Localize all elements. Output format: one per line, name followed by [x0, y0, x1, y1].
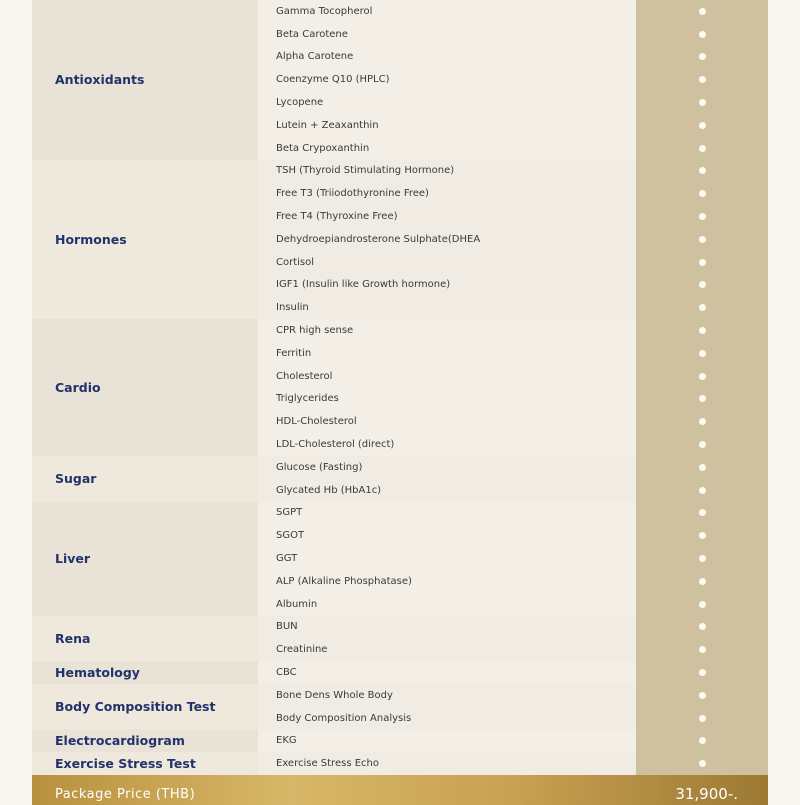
included-dot-icon	[699, 601, 706, 608]
included-dot-icon	[699, 167, 706, 174]
category-label: Electrocardiogram	[55, 733, 185, 749]
test-item: EKG	[276, 735, 297, 747]
test-item: Triglycerides	[276, 393, 339, 405]
included-marker-row	[636, 479, 768, 502]
category-label: Exercise Stress Test	[55, 756, 196, 772]
included-dot-icon	[699, 692, 706, 699]
included-dot-icon	[699, 76, 706, 83]
included-dot-icon	[699, 646, 706, 653]
included-dot-icon	[699, 623, 706, 630]
included-dot-icon	[699, 350, 706, 357]
category-label: Sugar	[55, 471, 97, 487]
test-list	[258, 160, 636, 320]
category-label: Cardio	[55, 380, 101, 396]
test-item: SGOT	[276, 530, 305, 542]
test-item: Beta Crypoxanthin	[276, 142, 370, 154]
category-label: Antioxidants	[55, 72, 145, 88]
included-marker-row	[636, 46, 768, 69]
category-group	[32, 684, 768, 730]
category-group	[32, 502, 768, 616]
included-column	[636, 661, 768, 684]
included-marker-row	[636, 638, 768, 661]
test-item: HDL-Cholesterol	[276, 416, 357, 428]
included-marker-row	[636, 524, 768, 547]
included-marker-row	[636, 205, 768, 228]
included-marker-row	[636, 319, 768, 342]
included-marker-row	[636, 228, 768, 251]
included-column	[636, 502, 768, 616]
test-list	[258, 502, 636, 616]
included-dot-icon	[699, 99, 706, 106]
included-dot-icon	[699, 395, 706, 402]
included-dot-icon	[699, 464, 706, 471]
included-dot-icon	[699, 487, 706, 494]
category-label: Hematology	[55, 665, 140, 680]
test-item: ALP (Alkaline Phosphatase)	[276, 575, 412, 587]
included-marker-row	[636, 730, 768, 753]
included-dot-icon	[699, 8, 706, 15]
test-item: Creatinine	[276, 644, 328, 656]
test-item: GGT	[276, 553, 298, 565]
test-item: CBC	[276, 667, 297, 678]
category-label: Body Composition Test	[55, 699, 216, 715]
category-cell	[32, 502, 258, 616]
category-label: Hormones	[55, 231, 127, 247]
included-marker-row	[636, 752, 768, 775]
category-cell	[32, 0, 258, 160]
included-marker-row	[636, 251, 768, 274]
included-marker-row	[636, 547, 768, 570]
test-item: CPR high sense	[276, 325, 354, 337]
included-marker-row	[636, 160, 768, 183]
included-marker-row	[636, 388, 768, 411]
test-item: Dehydroepiandrosterone Sulphate(DHEA	[276, 233, 481, 245]
included-dot-icon	[699, 304, 706, 311]
category-cell	[32, 684, 258, 730]
test-item: Cortisol	[276, 256, 315, 268]
category-group	[32, 319, 768, 456]
included-dot-icon	[699, 760, 706, 767]
included-dot-icon	[699, 532, 706, 539]
included-marker-row	[636, 570, 768, 593]
test-list	[258, 730, 636, 753]
included-dot-icon	[699, 281, 706, 288]
category-label: Liver	[55, 551, 91, 567]
category-group	[32, 730, 768, 753]
package-price-bar	[32, 775, 768, 805]
included-dot-icon	[699, 145, 706, 152]
test-item: Lutein + Zeaxanthin	[276, 119, 379, 131]
test-item: Bone Dens Whole Body	[276, 689, 393, 701]
included-marker-row	[636, 114, 768, 137]
test-item: Alpha Carotene	[276, 51, 354, 63]
included-dot-icon	[699, 122, 706, 129]
category-cell	[32, 319, 258, 456]
test-item: BUN	[276, 621, 298, 633]
included-marker-row	[636, 296, 768, 319]
included-dot-icon	[699, 259, 706, 266]
test-list	[258, 752, 636, 775]
category-cell	[32, 730, 258, 753]
test-item: Coenzyme Q10 (HPLC)	[276, 74, 390, 86]
included-dot-icon	[699, 509, 706, 516]
test-item: Glucose (Fasting)	[276, 461, 363, 473]
category-cell	[32, 160, 258, 320]
included-dot-icon	[699, 373, 706, 380]
test-item: Beta Carotene	[276, 28, 348, 40]
category-group	[32, 752, 768, 775]
test-item: LDL-Cholesterol (direct)	[276, 439, 395, 451]
test-list	[258, 684, 636, 730]
included-column	[636, 616, 768, 662]
included-marker-row	[636, 68, 768, 91]
price-label: Package Price (THB)	[55, 786, 196, 802]
included-column	[636, 730, 768, 753]
category-cell	[32, 661, 258, 684]
included-marker-row	[636, 365, 768, 388]
included-column	[636, 752, 768, 775]
included-dot-icon	[699, 715, 706, 722]
included-marker-row	[636, 91, 768, 114]
included-marker-row	[636, 456, 768, 479]
included-marker-row	[636, 410, 768, 433]
test-item: Free T4 (Thyroxine Free)	[276, 211, 398, 223]
included-marker-row	[636, 342, 768, 365]
test-item: Lycopene	[276, 97, 324, 109]
category-group	[32, 0, 768, 160]
included-dot-icon	[699, 327, 706, 334]
test-item: Albumin	[276, 598, 318, 610]
test-list	[258, 0, 636, 160]
category-cell	[32, 752, 258, 775]
price-value: 31,900-.	[675, 785, 738, 803]
included-dot-icon	[699, 236, 706, 243]
included-column	[636, 0, 768, 160]
included-marker-row	[636, 274, 768, 297]
included-dot-icon	[699, 441, 706, 448]
test-item: Free T3 (Triiodothyronine Free)	[276, 188, 429, 200]
test-item: Body Composition Analysis	[276, 712, 412, 724]
test-item: Exercise Stress Echo	[276, 758, 379, 770]
included-column	[636, 319, 768, 456]
test-item: TSH (Thyroid Stimulating Hormone)	[276, 165, 455, 177]
test-item: Gamma Tocopherol	[276, 5, 373, 17]
test-item: Glycated Hb (HbA1c)	[276, 484, 382, 496]
package-table	[32, 0, 768, 775]
test-list	[258, 319, 636, 456]
included-marker-row	[636, 684, 768, 707]
test-list	[258, 616, 636, 662]
included-marker-row	[636, 661, 768, 684]
included-dot-icon	[699, 737, 706, 744]
test-item: IGF1 (Insulin like Growth hormone)	[276, 279, 451, 291]
included-column	[636, 160, 768, 320]
included-marker-row	[636, 593, 768, 616]
test-item: Cholesterol	[276, 370, 333, 382]
included-marker-row	[636, 433, 768, 456]
included-marker-row	[636, 707, 768, 730]
included-marker-row	[636, 182, 768, 205]
included-dot-icon	[699, 669, 706, 676]
category-group	[32, 456, 768, 502]
category-group	[32, 160, 768, 320]
included-dot-icon	[699, 578, 706, 585]
category-group	[32, 661, 768, 684]
test-item: Ferritin	[276, 347, 312, 359]
category-group	[32, 616, 768, 662]
included-marker-row	[636, 23, 768, 46]
test-item: Insulin	[276, 302, 309, 314]
included-column	[636, 456, 768, 502]
included-dot-icon	[699, 213, 706, 220]
included-dot-icon	[699, 418, 706, 425]
included-marker-row	[636, 502, 768, 525]
included-dot-icon	[699, 31, 706, 38]
test-list	[258, 661, 636, 684]
test-list	[258, 456, 636, 502]
category-cell	[32, 616, 258, 662]
included-marker-row	[636, 137, 768, 160]
test-item: SGPT	[276, 507, 303, 519]
included-dot-icon	[699, 555, 706, 562]
included-dot-icon	[699, 190, 706, 197]
included-dot-icon	[699, 53, 706, 60]
included-marker-row	[636, 616, 768, 639]
category-label: Rena	[55, 630, 91, 646]
included-column	[636, 684, 768, 730]
category-cell	[32, 456, 258, 502]
included-marker-row	[636, 0, 768, 23]
